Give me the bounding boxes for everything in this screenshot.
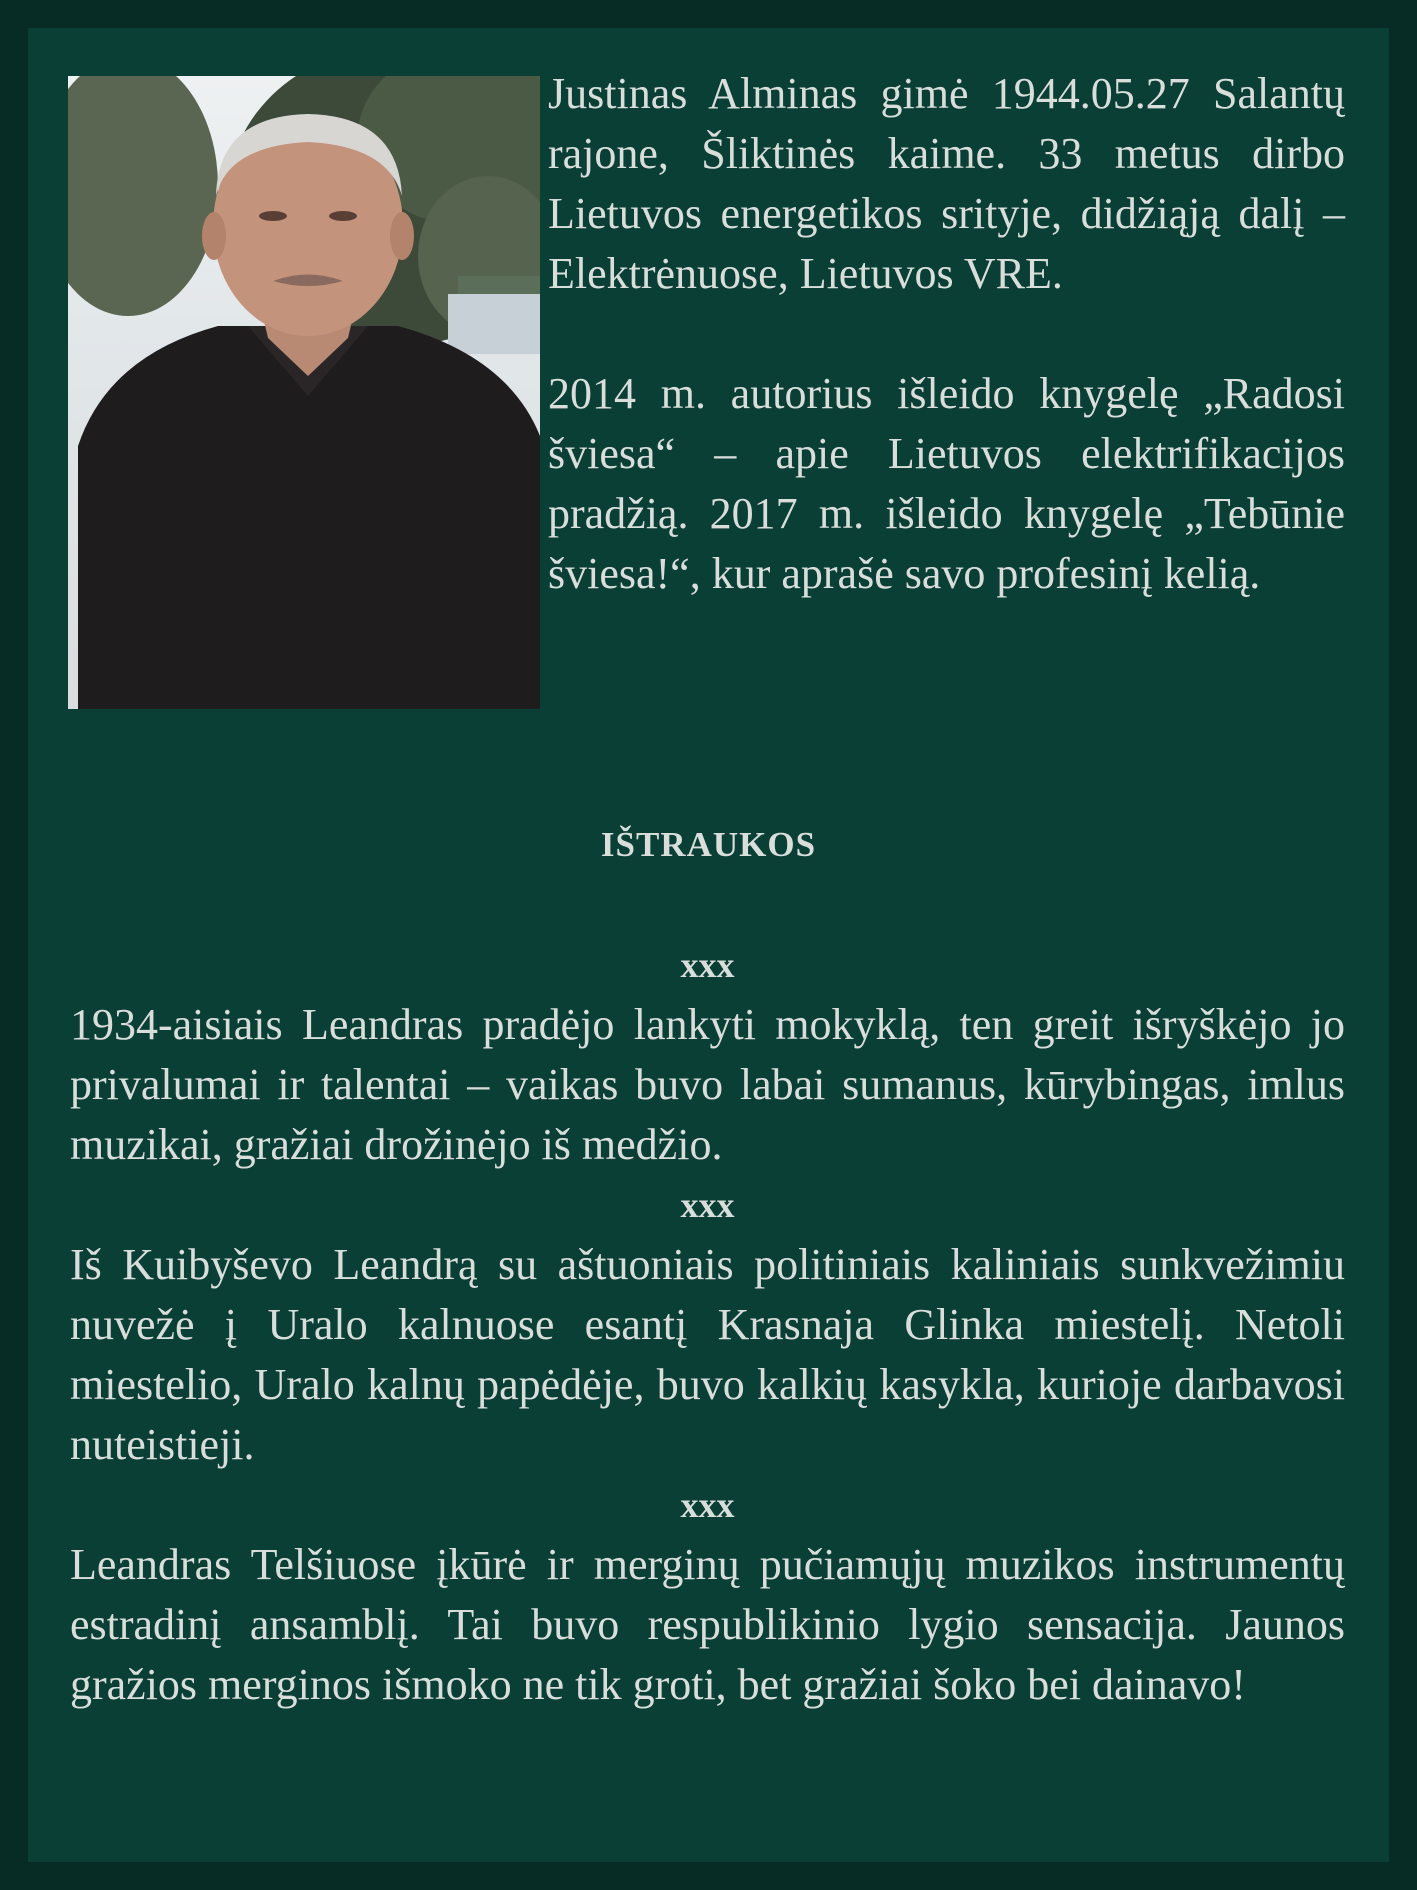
excerpt-paragraph: Leandras Telšiuose įkūrė ir merginų pučiamųjų muzikos instrumentų estradinį ansamblį. Tai buvo respublikinio lygio sensacija. Jaunos gražios merginos išmoko ne tik groti, bet gražiai šoko bei dainavo! — [70, 1540, 1345, 1709]
excerpts-list — [70, 935, 1345, 1715]
bio-paragraph: Justinas Alminas gimė 1944.05.27 Salantų rajone, Šliktinės kaime. 33 metus dirbo Lietuvos energetikos srityje, didžiąją dalį – Elektrėnuose, Lietuvos VRE. — [548, 69, 1345, 298]
bio-paragraph: 2014 m. autorius išleido knygelę „Radosi šviesa“ – apie Lietuvos elektrifikacijos pradžią. 2017 m. išleido knygelę „Tebūnie šviesa!“, kur aprašė savo profesinį kelią. — [548, 369, 1345, 598]
author-portrait — [68, 76, 540, 709]
excerpt-paragraph: Iš Kuibyševo Leandrą su aštuoniais politiniais kaliniais sunkvežimiu nuvežė į Uralo kalnuose esantį Krasnaja Glinka miestelį. Netoli miestelio, Uralo kalnų papėdėje, buvo kalkių kasykla, kurioje darbavosi nuteistieji. — [70, 1240, 1345, 1469]
separator: xxx — [680, 1185, 735, 1225]
separator: xxx — [680, 1485, 735, 1525]
excerpt-paragraph: 1934-aisiais Leandras pradėjo lankyti mokyklą, ten greit išryškėjo jo privalumai ir talentai – vaikas buvo labai sumanus, kūrybingas, imlus muzikai, gražiai drožinėjo iš medžio. — [70, 1000, 1345, 1169]
section-heading: IŠTRAUKOS — [600, 825, 817, 864]
author-bio — [548, 64, 1345, 604]
separator: xxx — [680, 945, 735, 985]
page-panel — [28, 28, 1389, 1862]
